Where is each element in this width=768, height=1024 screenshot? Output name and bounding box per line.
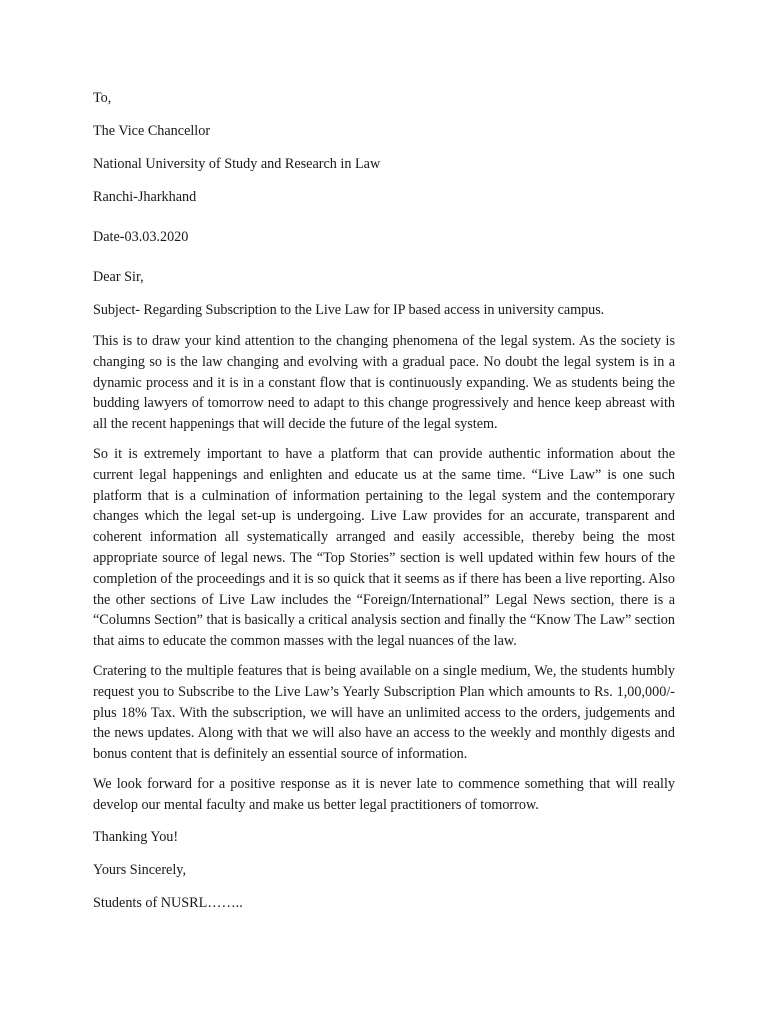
salutation: Dear Sir, bbox=[93, 269, 144, 285]
recipient-title: The Vice Chancellor bbox=[93, 123, 211, 139]
body-paragraph-1: This is to draw your kind attention to the changing phenomena of the legal system. As the society is changing so is the law changing and evolving with a gradual pace. No doubt the legal system is in a dynamic process and it is in a constant flow that is continuously expanding. We as students being the budding lawyers of tomorrow need to adapt to this change progressively and hence keep abreast with all the recent happenings that will decide the future of the legal system. bbox=[93, 333, 675, 433]
thanks-line: Thanking You! bbox=[93, 828, 179, 845]
sign-off: Yours Sincerely, bbox=[93, 861, 187, 878]
body-paragraph-3: Cratering to the multiple features that is being available on a single medium, We, the students humbly request you to Subscribe to the Live Law’s Yearly Subscription Plan which amounts to Rs. 1,00,000/- plus 18% Tax. With the subscription, we will have an unlimited access to the orders, judgements and the news updates. Along with that we will also have an access to the weekly and monthly digests and bonus content that is definitely an essential source of information. bbox=[93, 662, 675, 763]
subject-line: Subject- Regarding Subscription to the Live Law for IP based access in university campus. bbox=[93, 302, 605, 318]
institution-name: National University of Study and Research in Law bbox=[93, 156, 381, 172]
institution-location: Ranchi-Jharkhand bbox=[93, 189, 197, 205]
to-line: To, bbox=[93, 90, 112, 106]
letter-page bbox=[93, 86, 675, 924]
body-paragraph-2: So it is extremely important to have a platform that can provide authentic information about the current legal happenings and enlighten and educate us at the same time. “Live Law” is one such platform that is a culmination of information pertaining to the legal system and the contemporary changes which the legal set-up is undergoing. Live Law provides for an accurate, transparent and coherent information all systematically arranged and easily accessible, thereby being the most appropriate source of legal news. The “Top Stories” section is well updated within few hours of the completion of the proceedings and it is so quick that it seems as if there has been a live reporting. Also the other sections of Live Law includes the “Foreign/International” Legal News section, there is a “Columns Section” that is basically a critical analysis section and finally the “Know The Law” section that aims to educate the common masses with the legal nuances of the law. bbox=[93, 445, 675, 650]
body-paragraph-4: We look forward for a positive response as it is never late to commence something that will really develop our mental faculty and make us better legal practitioners of tomorrow. bbox=[93, 775, 675, 813]
signature: Students of NUSRL…….. bbox=[93, 894, 243, 911]
letter-date: Date-03.03.2020 bbox=[93, 229, 189, 245]
